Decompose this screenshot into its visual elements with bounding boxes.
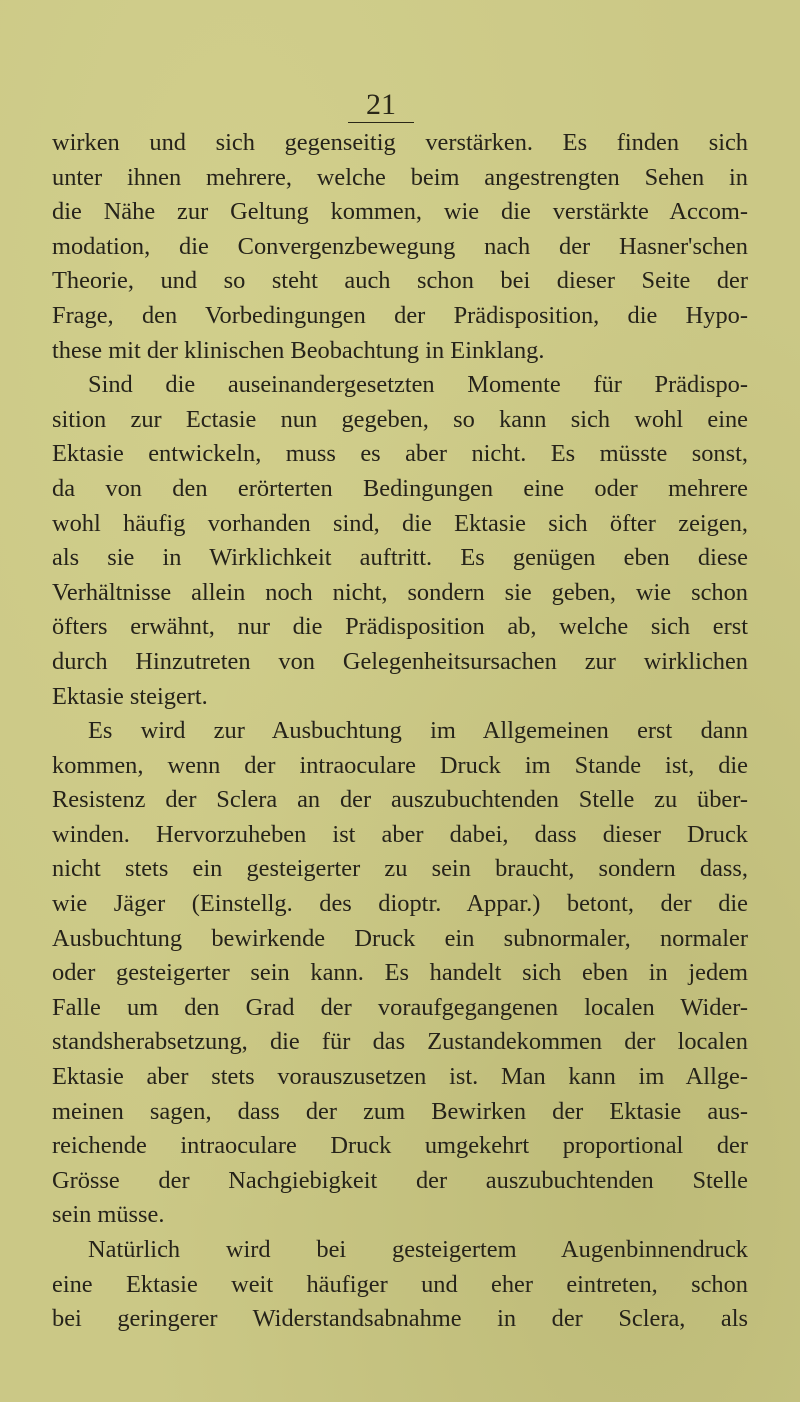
text-line: winden. Hervorzuheben ist aber dabei, dass dieser Druck — [52, 820, 748, 848]
text-line: Verhältnisse allein noch nicht, sondern sie geben, wie schon — [52, 578, 748, 606]
text-line: kommen, wenn der intraoculare Druck im Stande ist, die — [52, 751, 748, 779]
text-line: durch Hinzutreten von Gelegenheitsursachen zur wirklichen — [52, 647, 748, 675]
text-line: Resistenz der Sclera an der auszubuchtenden Stelle zu über- — [52, 786, 748, 814]
text-line: sein müsse. — [52, 1201, 165, 1229]
text-line: öfters erwähnt, nur die Prädisposition ab, welche sich erst — [52, 613, 748, 641]
body-text — [52, 126, 748, 1337]
text-line: wie Jäger (Einstellg. des dioptr. Appar.) betont, der die — [52, 890, 748, 918]
page-number: 21 — [348, 88, 414, 123]
text-line: modation, die Convergenzbewegung nach der Hasner'schen — [52, 232, 748, 260]
text-line: die Nähe zur Geltung kommen, wie die verstärkte Accom- — [52, 198, 748, 226]
text-line: Grösse der Nachgiebigkeit der auszubuchtenden Stelle — [52, 1166, 748, 1194]
text-line: Natürlich wird bei gesteigertem Augenbinnendruck — [88, 1236, 748, 1263]
text-line: unter ihnen mehrere, welche beim angestrengten Sehen in — [52, 163, 748, 191]
text-line: als sie in Wirklichkeit auftritt. Es genügen eben diese — [52, 544, 748, 572]
text-line: Es wird zur Ausbuchtung im Allgemeinen erst dann — [88, 717, 748, 745]
text-line: Theorie, und so steht auch schon bei dieser Seite der — [52, 267, 748, 295]
text-line: sition zur Ectasie nun gegeben, so kann sich wohl eine — [52, 405, 748, 433]
text-line: oder gesteigerter sein kann. Es handelt sich eben in jedem — [52, 959, 748, 987]
text-line: reichende intraoculare Druck umgekehrt proportional der — [52, 1132, 748, 1160]
text-line: Ausbuchtung bewirkende Druck ein subnormaler, normaler — [52, 924, 748, 952]
text-line: nicht stets ein gesteigerter zu sein braucht, sondern dass, — [52, 855, 748, 883]
text-line: wohl häufig vorhanden sind, die Ektasie sich öfter zeigen, — [52, 509, 748, 537]
text-line: bei geringerer Widerstandsabnahme in der Sclera, als — [52, 1305, 748, 1333]
text-line: da von den erörterten Bedingungen eine oder mehrere — [52, 474, 748, 502]
text-line: Ektasie steigert. — [52, 682, 208, 710]
text-line: meinen sagen, dass der zum Bewirken der Ektasie aus- — [52, 1097, 748, 1125]
text-line: standsherabsetzung, die für das Zustandekommen der localen — [52, 1028, 748, 1056]
text-line: Frage, den Vorbedingungen der Prädisposition, die Hypo- — [52, 301, 748, 329]
text-line: Ektasie aber stets vorauszusetzen ist. Man kann im Allge- — [52, 1063, 748, 1091]
text-line: Sind die auseinandergesetzten Momente für Prädispo- — [88, 371, 748, 399]
text-line: Ektasie entwickeln, muss es aber nicht. Es müsste sonst, — [52, 440, 748, 468]
text-line: eine Ektasie weit häufiger und eher eintreten, schon — [52, 1270, 748, 1298]
text-line: wirken und sich gegenseitig verstärken. Es finden sich — [52, 129, 748, 156]
text-line: Falle um den Grad der voraufgegangenen localen Wider- — [52, 993, 748, 1021]
text-line: these mit der klinischen Beobachtung in Einklang. — [52, 336, 545, 364]
